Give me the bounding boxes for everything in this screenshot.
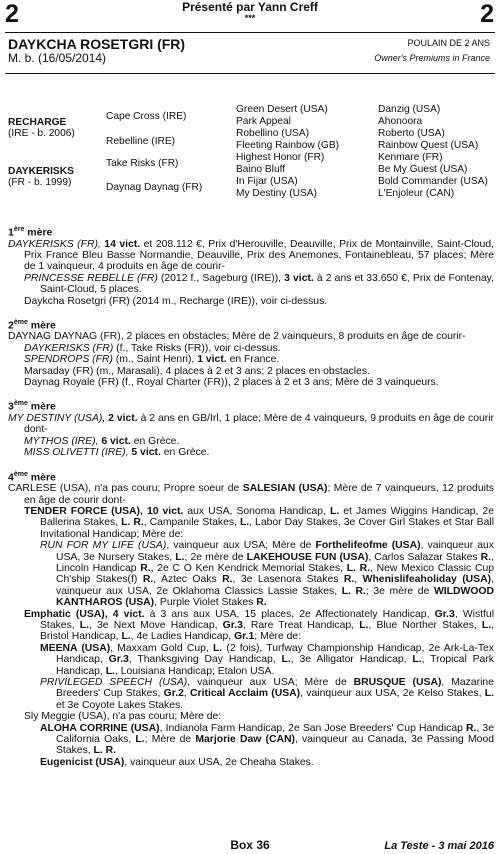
dam-entry — [8, 239, 494, 273]
text-run: R. — [466, 722, 477, 734]
text-run: R. — [480, 551, 492, 563]
text-run: , Blue Norther Stakes, — [368, 619, 482, 631]
text-run: PRINCESSE REBELLE (FR) — [24, 272, 158, 284]
text-run: Gr.1 — [234, 631, 255, 643]
text-run: , Tropical Park Handicap, — [56, 654, 494, 677]
text-run: Emphatic (USA), 4 vict. — [24, 608, 145, 620]
pedigree-gen2: Daynag Daynag (FR) — [106, 182, 203, 193]
lot-number-left: 2 — [5, 0, 19, 28]
produce-entry — [40, 643, 494, 677]
text-run: TENDER FORCE (USA), 10 vict. — [24, 505, 184, 517]
text-run: , Mazarine Breeders' Cup Stakes, — [56, 677, 494, 700]
section-word: mère — [27, 400, 56, 413]
dam-name: DAYKERISKS — [8, 166, 74, 177]
section-number: 3 — [8, 400, 14, 413]
text-run: MYTHOS (IRE), — [24, 435, 102, 447]
text-run: L. — [412, 654, 422, 666]
text-run: , Labor Day Stakes, 3e Cover Girl Stakes et Star Ball Invitational Handicap; Mère de: — [40, 517, 495, 540]
text-run: Critical Acclaim (USA) — [190, 688, 301, 700]
text-run: , vainqueur aux USA, 2e Kelso Stakes, — [300, 688, 485, 700]
text-run: , vainqueur aux USA, 2e Oklahoma Classics Lassie Stakes, — [56, 574, 494, 597]
dam-entry — [8, 413, 494, 436]
section-number: 4 — [8, 471, 14, 484]
text-run: , 3e California Oaks, — [56, 722, 494, 746]
horse-type: POULAIN DE 2 ANS — [407, 38, 490, 48]
text-run: Marjorie Daw (CAN) — [195, 734, 295, 746]
text-run: , 4e Ladies Handicap, — [130, 631, 235, 643]
text-run: SPENDROPS (FR) — [24, 354, 113, 366]
text-run: Gr.3 — [108, 654, 129, 666]
produce-entry — [40, 723, 494, 757]
produce-entry — [24, 711, 494, 722]
section-title — [8, 398, 494, 413]
text-run: , 3e Lasenora Stakes — [232, 574, 344, 586]
text-run: , vainqueur aux USA, 2e Cheaha Stakes. — [124, 756, 314, 768]
text-run: Sly Meggie (USA), n'a pas couru; Mère de: — [24, 711, 222, 723]
lot-number-right: 2 — [480, 0, 494, 28]
text-run: à 3 ans aux USA, 15 places, 2e Affectionately Handicap, — [144, 608, 435, 620]
text-run: L. — [135, 734, 145, 746]
text-run: RUN FOR MY LIFE (USA) — [40, 540, 167, 552]
family-sections — [8, 224, 494, 778]
text-run: , 2e C O Ken Kendrick Memorial Stakes, — [150, 562, 347, 574]
text-run: 6 vict. — [101, 435, 131, 447]
text-run: L. — [121, 631, 131, 643]
text-run: , Louisiana Handicap; Etalon USA. — [114, 665, 275, 677]
pedigree-gen3: Robellino (USA) — [236, 128, 310, 139]
dam-info: (FR - b. 1999) — [8, 177, 72, 188]
text-run: Daykcha Rosetgri (FR) (2014 m., Recharge (IRE)), voir ci-dessus. — [24, 295, 328, 307]
pedigree-gen3: My Destiny (USA) — [236, 188, 317, 199]
text-run: MISS OLIVETTI (IRE), — [24, 447, 132, 459]
text-run: MEENA (USA) — [40, 642, 111, 654]
text-run: CARLESE (USA), n'a pas couru; Propre soeur de — [8, 483, 243, 495]
text-run: , vainqueur aux USA; Mère de — [166, 540, 316, 552]
dam-section — [8, 469, 494, 769]
text-run: L. — [105, 665, 115, 677]
pedigree-gen4: L'Enjoleur (CAN) — [378, 188, 455, 199]
text-run: L. — [79, 619, 90, 631]
section-suffix: ère — [13, 226, 25, 233]
section-word: mère — [27, 471, 56, 484]
text-run: Marsaday (FR) (m., Marasali), 4 places à 2 et 3 ans; 2 places en obstacles. — [24, 365, 370, 377]
text-run: et James Wiggins Handicap, 2e Ballerina Stakes, — [40, 505, 494, 529]
produce-entry — [24, 273, 494, 296]
dam-section — [8, 317, 494, 389]
text-run: en Grèce. — [160, 447, 210, 459]
text-run: 2 vict. — [108, 412, 138, 424]
dam-section — [8, 224, 494, 307]
text-run: en France. — [226, 354, 280, 366]
text-run: Gr.2 — [163, 688, 184, 700]
text-run: , 3e Alligator Handicap, — [290, 654, 413, 666]
text-run: DAYKERISKS (FR), — [8, 238, 105, 250]
text-run: à 2 ans et 33.650 €, Prix de Fontenay, Saint-Cloud, 5 places. — [40, 272, 494, 296]
text-run: 14 vict. — [104, 238, 141, 250]
text-run: Whenislifeaholiday (USA) — [362, 574, 492, 586]
produce-entry — [24, 343, 494, 354]
text-run: , vainqueur aux USA, 3e Nursery Stakes, — [56, 540, 494, 563]
text-run: 5 vict. — [131, 447, 161, 459]
pedigree-gen4: Be My Guest (USA) — [378, 164, 468, 175]
text-run: à 2 ans en GB/Irl, 1 place; Mère de 4 vainqueurs, 9 produits en âge de courir dont- — [24, 412, 494, 436]
produce-entry — [40, 677, 494, 711]
text-run: (2012 f., Sageburg (IRE)), — [157, 272, 285, 284]
stars-separator: *** — [244, 13, 256, 23]
produce-entry — [24, 447, 494, 458]
pedigree-gen2: Cape Cross (IRE) — [106, 111, 187, 122]
text-run: et 208.112 €, Prix d'Herouville, Deauville, Prix de Montainville, Saint-Cloud, Prix France Bleu Basse Normandie, Deauville, Prix des Anemones, Fontainebleau, 57 places; Mère de 1 vainqueur, 4 produits en âge de courir- — [24, 238, 494, 273]
text-run: L. — [281, 654, 291, 666]
pedigree-gen3: Fleeting Rainbow (GB) — [236, 140, 340, 151]
text-run: LAKEHOUSE FUN (USA) — [246, 551, 369, 563]
section-word: mère — [24, 226, 53, 239]
text-run: , Wistful Stakes, — [40, 608, 495, 631]
section-title — [8, 317, 494, 332]
dam-section — [8, 398, 494, 458]
text-run: , Campanile Stakes, — [143, 517, 240, 529]
section-number: 2 — [8, 319, 14, 332]
text-run: L. R. — [341, 585, 366, 597]
text-run: PRIVILEGED SPEECH (USA) — [40, 677, 188, 688]
text-run: , 3e Next Move Handicap, — [89, 619, 223, 631]
text-run: ; 2e mère de — [184, 551, 247, 563]
pedigree-gen2: Rebelline (IRE) — [106, 136, 176, 147]
text-run: (m., Saint Henri), — [112, 354, 198, 366]
text-run: , vainqueur au Canada, 3e Passing Mood Stakes, — [56, 734, 495, 757]
text-run: 3 vict. — [284, 272, 314, 284]
section-suffix: ème — [13, 470, 28, 478]
presenter-line: Présenté par Yann Creff — [182, 0, 318, 14]
sire-name: RECHARGE — [8, 117, 67, 128]
produce-entry — [24, 354, 494, 365]
text-run: Gr.3 — [434, 608, 455, 620]
text-run: en Grèce. — [130, 435, 180, 447]
produce-entry — [24, 296, 494, 307]
pedigree-gen4: Roberto (USA) — [378, 128, 445, 139]
text-run: (2 fois), Turfway Championship Handicap, 2e Ark-La-Tex Handicap, — [56, 642, 494, 666]
text-run: ; Mère de — [144, 734, 196, 746]
text-run: R. — [256, 597, 267, 609]
text-run: ; Mère de: — [254, 631, 302, 643]
pedigree-gen3: Park Appeal — [236, 116, 291, 127]
text-run: , — [183, 688, 191, 700]
section-title — [8, 469, 494, 484]
produce-entry — [40, 757, 494, 768]
text-run: MY DESTINY (USA), — [8, 412, 109, 424]
sire-info: (IRE - b. 2006) — [8, 128, 75, 139]
text-run: Daynag Royale (FR) (f., Royal Charter (FR)), 2 places à 2 et 3 ans; Mère de 3 vainqueurs. — [24, 377, 439, 389]
text-run: , Indianola Farm Handicap, 2e San Jose Breeders' Cup Handicap — [159, 722, 466, 734]
produce-entry — [40, 540, 494, 608]
text-run: R. — [140, 562, 151, 574]
header-divider — [5, 32, 495, 33]
text-run: ; 3e mère de — [365, 585, 434, 597]
pedigree-divider — [5, 73, 495, 74]
section-number: 1 — [8, 226, 14, 239]
pedigree-gen4: Kenmare (FR) — [378, 152, 443, 163]
text-run: ; Mère de 7 vainqueurs, 12 produits en âge de courir dont- — [24, 483, 494, 506]
text-run: R. — [142, 574, 154, 586]
text-run: L. — [330, 505, 340, 517]
pedigree-gen2: Take Risks (FR) — [106, 158, 179, 169]
pedigree-gen4: Danzig (USA) — [378, 104, 441, 115]
dam-entry — [8, 483, 494, 506]
produce-entry — [24, 506, 494, 540]
section-title — [8, 224, 494, 239]
footer-race-date: La Teste - 3 mai 2016 — [384, 840, 494, 852]
text-run: , vainqueur aux USA; Mère de — [187, 677, 354, 688]
pedigree-gen3: In Fijar (USA) — [236, 176, 298, 187]
text-run: BRUSQUE (USA) — [353, 677, 442, 688]
produce-entry — [24, 366, 494, 377]
text-run: L. — [484, 688, 494, 700]
produce-entry — [24, 609, 494, 643]
text-run: Gr.3 — [222, 619, 243, 631]
text-run: (f., Take Risks (FR)), voir ci-dessus. — [113, 342, 281, 354]
produce-entry — [24, 377, 494, 388]
text-run: L. — [175, 551, 185, 563]
section-word: mère — [27, 319, 56, 332]
text-run: , Rare Treat Handicap, — [242, 619, 360, 631]
pedigree-gen4: Bold Commander (USA) — [378, 176, 488, 187]
text-run: DAYNAG DAYNAG (FR), 2 places en obstacles; Mère de 2 vainqueurs, 8 produits en âge de courir- — [8, 331, 466, 343]
pedigree-gen4: Ahonoora — [378, 116, 423, 127]
text-run: , — [354, 574, 363, 586]
dam-entry — [8, 331, 494, 342]
text-run: R. — [343, 574, 355, 586]
section-suffix: ème — [13, 318, 28, 326]
text-run: L. R. — [346, 562, 371, 574]
text-run: Forthelifeofme (USA) — [315, 540, 421, 552]
text-run: DAYKERISKS (FR) — [24, 342, 114, 354]
horse-name: DAYKCHA ROSETGRI (FR) — [8, 36, 186, 52]
text-run: Eugenicist (USA) — [40, 756, 125, 768]
text-run: L. — [212, 642, 223, 654]
footer-box-number: Box 36 — [230, 838, 270, 852]
text-run: L. — [481, 619, 492, 631]
text-run: WILDWOOD KANTHAROS (USA) — [56, 585, 494, 609]
text-run: L. — [359, 619, 369, 631]
text-run: , Carlos Salazar Stakes — [368, 551, 481, 563]
text-run: , Lincoln Handicap — [56, 551, 494, 574]
text-run: , Purple Violet Stakes — [154, 597, 257, 609]
pedigree-gen3: Baino Bluff — [236, 164, 286, 175]
pedigree-gen3: Highest Honor (FR) — [236, 152, 325, 163]
text-run: , Aztec Oaks — [153, 574, 223, 586]
horse-info: M. b. (16/05/2014) — [8, 51, 107, 65]
text-run: L. R. — [121, 517, 144, 529]
produce-entry — [24, 436, 494, 447]
text-run: et 3e Coyote Lakes Stakes. — [56, 699, 184, 711]
pedigree-gen4: Rainbow Quest (USA) — [378, 140, 479, 151]
section-suffix: ème — [13, 400, 28, 408]
text-run: , Bristol Handicap, — [40, 619, 495, 643]
text-run: , Thanksgiving Day Handicap, — [128, 654, 282, 666]
text-run: , New Mexico Classic Cup Ch'ship Stakes(f) — [56, 562, 495, 586]
text-run: L. — [239, 517, 250, 529]
text-run: R. — [222, 574, 233, 586]
owners-premiums: Owner's Premiums in France — [374, 53, 490, 63]
text-run: aux USA, Sonoma Handicap, — [183, 505, 330, 517]
text-run: 1 vict. — [197, 354, 227, 366]
text-run: ALOHA CORRINE (USA) — [40, 722, 160, 734]
pedigree-gen3: Green Desert (USA) — [236, 104, 328, 115]
text-run: , Maxxam Gold Cup, — [110, 642, 213, 654]
text-run: SALESIAN (USA) — [242, 483, 328, 495]
text-run: L. R. — [93, 745, 117, 757]
